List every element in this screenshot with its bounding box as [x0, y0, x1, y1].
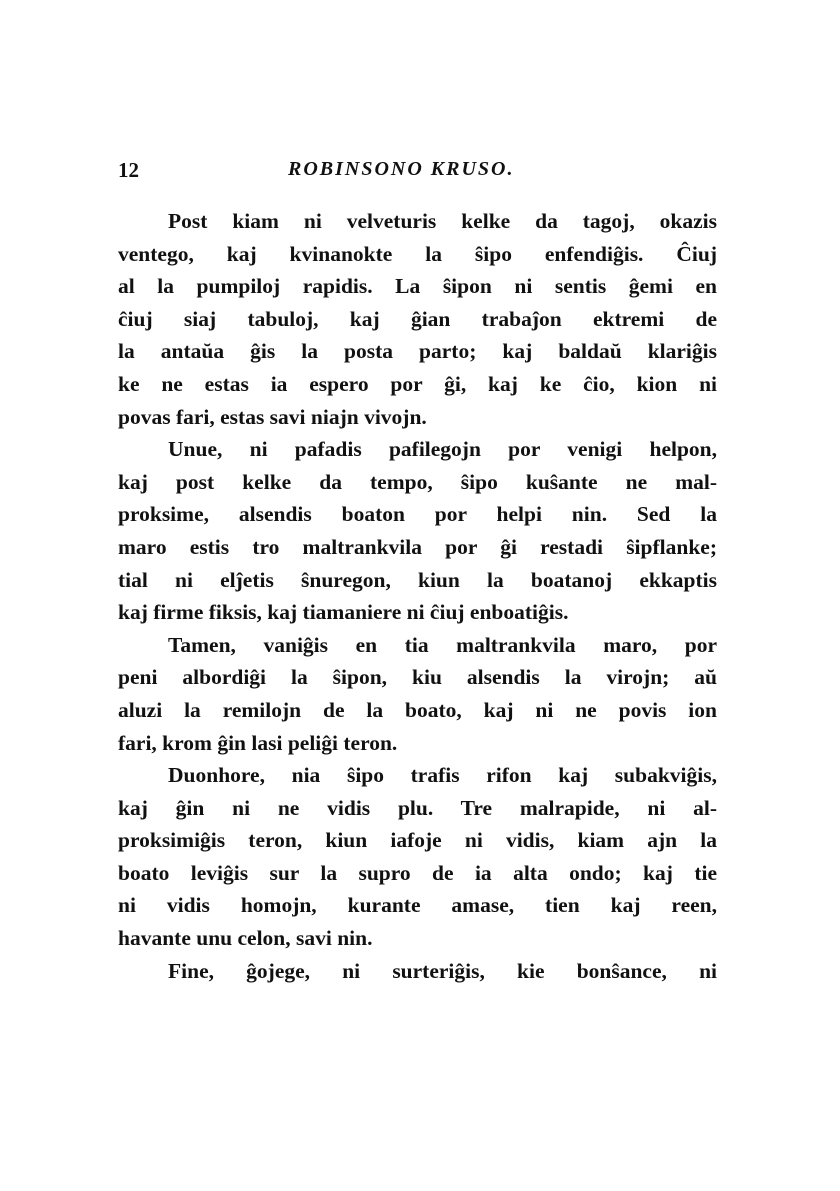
text-line: al la pumpiloj rapidis. La ŝipon ni sentis ĝemi en [118, 274, 717, 299]
paragraph-first-line: Duonhore, nia ŝipo trafis rifon kaj subakviĝis, [168, 763, 717, 788]
text-line: maro estis tro maltrankvila por ĝi restadi ŝipflanke; [118, 534, 717, 559]
text-line: ventego, kaj kvinanokte la ŝipo enfendiĝis. Ĉiuj [118, 241, 717, 266]
text-line: proksime, alsendis boaton por helpi nin. Sed la [118, 502, 717, 527]
text-line: tial ni elĵetis ŝnuregon, kiun la boatanoj ekkaptis [118, 567, 717, 592]
text-line: ni vidis homojn, kurante amase, tien kaj reen, [118, 893, 717, 918]
page-number: 12 [118, 158, 139, 182]
paragraph-first-line: Post kiam ni velveturis kelke da tagoj, okazis [168, 209, 717, 233]
paragraph-first-line: Fine, ĝojege, ni surteriĝis, kie bonŝance, ni [168, 958, 717, 983]
page-header [118, 158, 718, 188]
text-line: la antaŭa ĝis la posta parto; kaj baldaŭ klariĝis [118, 339, 717, 364]
text-line: fari, krom ĝin lasi peliĝi teron. [118, 730, 398, 755]
text-line: kaj firme fiksis, kaj tiamaniere ni ĉiuj enboatiĝis. [118, 600, 569, 625]
text-line: ĉiuj siaj tabuloj, kaj ĝian trabaĵon ektremi de [118, 306, 717, 331]
text-line: kaj post kelke da tempo, ŝipo kuŝante ne mal- [118, 469, 717, 494]
text-line: boato leviĝis sur la supro de ia alta ondo; kaj tie [118, 860, 717, 885]
body-text [118, 205, 717, 987]
text-line: aluzi la remilojn de la boato, kaj ni ne povis ion [118, 697, 717, 722]
text-line: havante unu celon, savi nin. [118, 926, 373, 951]
text-line: ke ne estas ia espero por ĝi, kaj ke ĉio, kion ni [118, 371, 717, 396]
paragraph-first-line: Unue, ni pafadis pafilegojn por venigi helpon, [168, 437, 717, 462]
running-head: ROBINSONO KRUSO. [288, 158, 515, 180]
text-line: povas fari, estas savi niajn vivojn. [118, 404, 427, 429]
text-line: proksimiĝis teron, kiun iafoje ni vidis, kiam ajn la [118, 828, 717, 853]
text-line: peni albordiĝi la ŝipon, kiu alsendis la virojn; aŭ [118, 665, 717, 690]
text-line: kaj ĝin ni ne vidis plu. Tre malrapide, ni al- [118, 795, 717, 820]
paragraph-first-line: Tamen, vaniĝis en tia maltrankvila maro, por [168, 632, 717, 657]
